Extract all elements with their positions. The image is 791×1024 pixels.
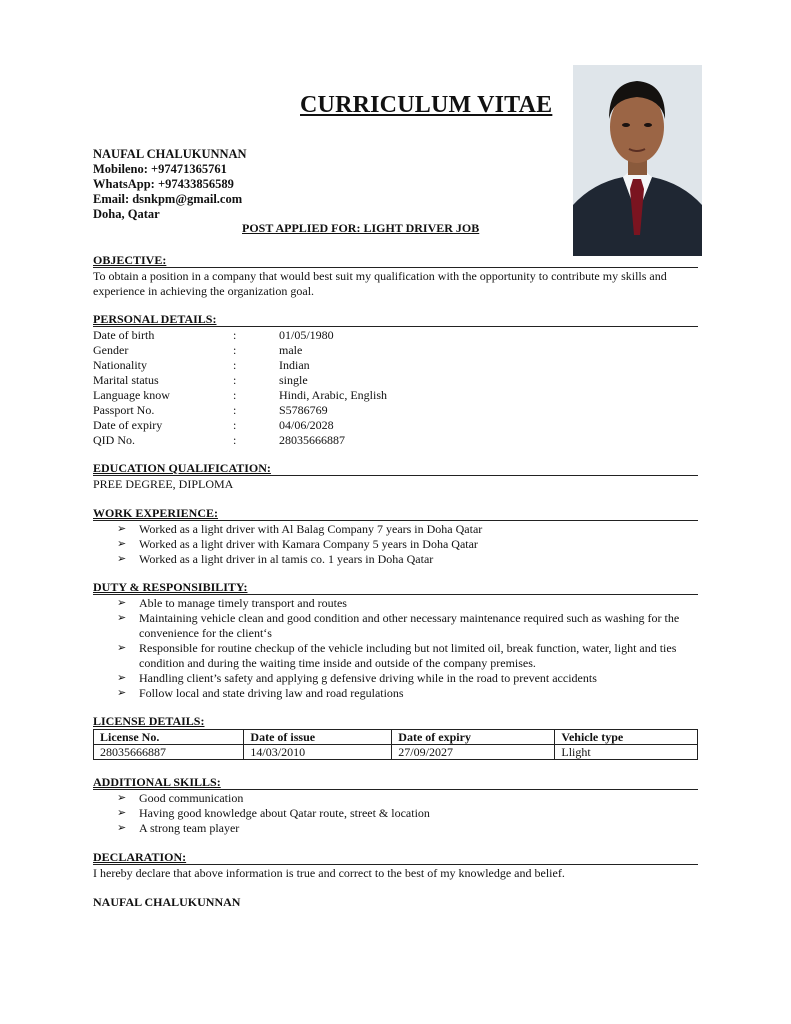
- location: Doha, Qatar: [93, 207, 160, 221]
- mobile-number: Mobileno: +97471365761: [93, 162, 227, 176]
- work-experience-section: [93, 506, 698, 567]
- education-heading: EDUCATION QUALIFICATION:: [93, 461, 698, 476]
- table-cell: 14/03/2010: [244, 745, 392, 760]
- gender-label: Gender: [93, 343, 129, 357]
- dob-label: Date of birth: [93, 328, 155, 342]
- arrow-bullet-icon: ➢: [117, 672, 127, 684]
- arrow-bullet-icon: ➢: [117, 597, 127, 609]
- nationality-sep: :: [233, 358, 237, 372]
- personal-details-section: [93, 312, 698, 448]
- arrow-bullet-icon: ➢: [117, 538, 127, 550]
- column-header: Date of issue: [244, 730, 392, 745]
- document-title: CURRICULUM VITAE: [300, 92, 553, 118]
- dob-sep: :: [233, 328, 237, 342]
- passport-expiry-value: 04/06/2028: [279, 418, 334, 432]
- list-item: ➢ Worked as a light driver with Al Balag Company 7 years in Doha Qatar: [117, 522, 483, 536]
- language-label: Language know: [93, 388, 170, 402]
- passport-expiry-label: Date of expiry: [93, 418, 163, 432]
- arrow-bullet-icon: ➢: [117, 642, 127, 654]
- declaration-heading: DECLARATION:: [93, 850, 698, 865]
- list-item: ➢ Worked as a light driver with Kamara Company 5 years in Doha Qatar: [117, 537, 478, 551]
- arrow-bullet-icon: ➢: [117, 553, 127, 565]
- signature-name: NAUFAL CHALUKUNNAN: [93, 895, 241, 909]
- skills-section: [93, 775, 698, 836]
- personal-details-heading: PERSONAL DETAILS:: [93, 312, 698, 327]
- gender-value: male: [279, 343, 303, 357]
- arrow-bullet-icon: ➢: [117, 807, 127, 819]
- license-table: [93, 729, 698, 760]
- language-value: Hindi, Arabic, English: [279, 388, 387, 402]
- table-row: [94, 745, 698, 760]
- education-section: [93, 461, 698, 492]
- duty-section: [93, 580, 698, 701]
- applicant-name: NAUFAL CHALUKUNNAN: [93, 147, 247, 161]
- arrow-bullet-icon: ➢: [117, 523, 127, 535]
- passport-expiry-sep: :: [233, 418, 237, 432]
- objective-heading: OBJECTIVE:: [93, 253, 698, 268]
- arrow-bullet-icon: ➢: [117, 792, 127, 804]
- marital-sep: :: [233, 373, 237, 387]
- work-experience-heading: WORK EXPERIENCE:: [93, 506, 698, 521]
- profile-photo: [573, 65, 702, 256]
- list-item: ➢ Follow local and state driving law and road regulations: [117, 686, 404, 700]
- list-item: ➢ Responsible for routine checkup of the vehicle including but not limited oil, break function, water, light and ties condition and during the waiting time inside and outside of the company premises.: [117, 641, 677, 670]
- declaration-text: I hereby declare that above information is true and correct to the best of my knowledge and belief.: [93, 866, 565, 880]
- list-item: ➢ Having good knowledge about Qatar route, street & location: [117, 806, 430, 820]
- marital-label: Marital status: [93, 373, 159, 387]
- qid-sep: :: [233, 433, 237, 447]
- email-address: Email: dsnkpm@gmail.com: [93, 192, 243, 206]
- contact-block: [93, 147, 247, 222]
- list-item: ➢ Worked as a light driver in al tamis co. 1 years in Doha Qatar: [117, 552, 434, 566]
- passport-sep: :: [233, 403, 237, 417]
- column-header: License No.: [94, 730, 244, 745]
- objective-text: To obtain a position in a company that would best suit my qualification with the opportunity to contribute my skills and experience in achieving the organization goal.: [93, 269, 667, 298]
- list-item: ➢ Able to manage timely transport and routes: [117, 596, 347, 610]
- education-text: PREE DEGREE, DIPLOMA: [93, 477, 234, 491]
- gender-sep: :: [233, 343, 237, 357]
- passport-value: S5786769: [279, 403, 328, 417]
- qid-value: 28035666887: [279, 433, 345, 447]
- nationality-value: Indian: [279, 358, 310, 372]
- arrow-bullet-icon: ➢: [117, 822, 127, 834]
- dob-value: 01/05/1980: [279, 328, 334, 342]
- skills-heading: ADDITIONAL SKILLS:: [93, 775, 698, 790]
- license-section: [93, 714, 698, 760]
- declaration-section: [93, 850, 698, 881]
- arrow-bullet-icon: ➢: [117, 612, 127, 624]
- table-cell: Llight: [555, 745, 698, 760]
- passport-label: Passport No.: [93, 403, 155, 417]
- list-item: ➢ Good communication: [117, 791, 244, 805]
- whatsapp-number: WhatsApp: +97433856589: [93, 177, 234, 191]
- license-heading: LICENSE DETAILS:: [93, 714, 205, 728]
- post-applied: POST APPLIED FOR: LIGHT DRIVER JOB: [242, 221, 480, 235]
- marital-value: single: [279, 373, 308, 387]
- column-header: Date of expiry: [392, 730, 555, 745]
- objective-section: [93, 253, 698, 299]
- duty-heading: DUTY & RESPONSIBILITY:: [93, 580, 698, 595]
- list-item: ➢ Maintaining vehicle clean and good condition and other necessary maintenance required such as washing for the convenience for the client‘s: [117, 611, 680, 640]
- language-sep: :: [233, 388, 237, 402]
- table-header-row: [94, 730, 698, 745]
- nationality-label: Nationality: [93, 358, 147, 372]
- column-header: Vehicle type: [555, 730, 698, 745]
- list-item: ➢ Handling client’s safety and applying g defensive driving while in the road to prevent accidents: [117, 671, 597, 685]
- list-item: ➢ A strong team player: [117, 821, 240, 835]
- qid-label: QID No.: [93, 433, 135, 447]
- table-cell: 28035666887: [94, 745, 244, 760]
- arrow-bullet-icon: ➢: [117, 687, 127, 699]
- table-cell: 27/09/2027: [392, 745, 555, 760]
